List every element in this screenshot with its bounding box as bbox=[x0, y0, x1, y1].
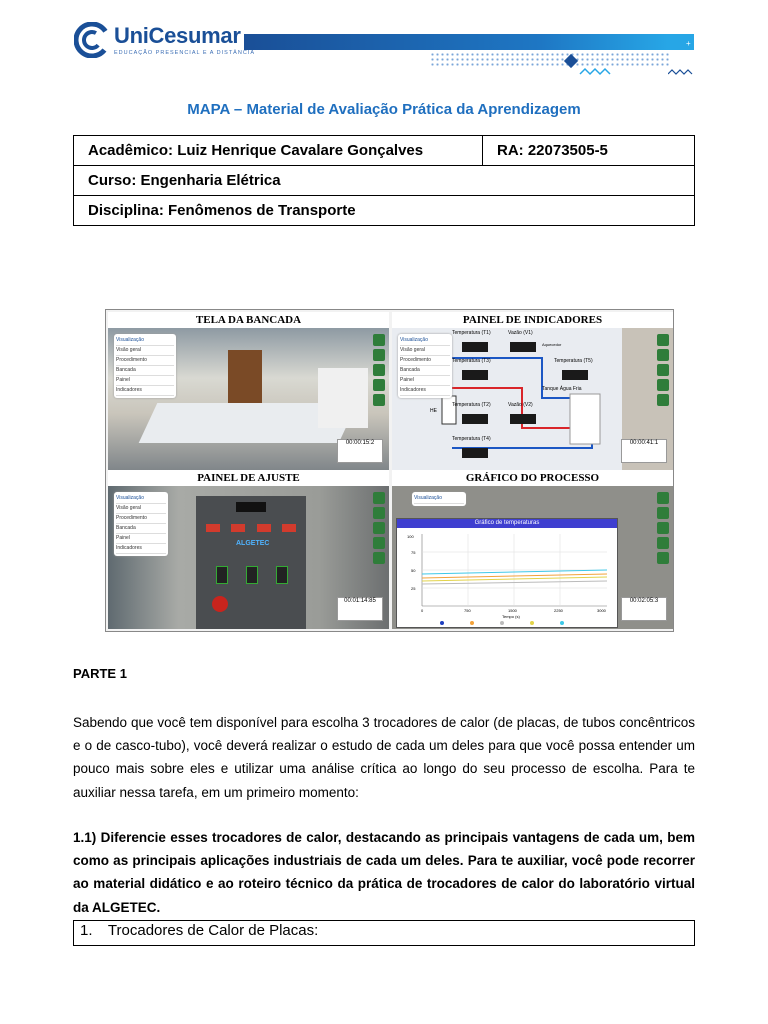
svg-text:0: 0 bbox=[421, 608, 424, 613]
intro-paragraph: Sabendo que você tem disponível para escolha 3 trocadores de calor (de placas, de tubos concêntricos e o de casco-tubo), você deverá realizar o estudo de cada um deles para que você possa entender um pouco mais sobre eles e utilizar uma análise crítica ao longo do seu processo de escolha. Para te auxiliar nessa tarefa, em um primeiro momento: bbox=[73, 715, 695, 800]
panel-grafico bbox=[392, 470, 673, 629]
lab-screenshots-figure bbox=[105, 309, 674, 632]
header-dots bbox=[430, 52, 670, 66]
header-bar bbox=[244, 34, 668, 50]
control-cabinet bbox=[196, 496, 306, 629]
svg-text:3000: 3000 bbox=[597, 608, 606, 613]
panel-bancada bbox=[108, 312, 389, 471]
switch[interactable] bbox=[216, 566, 228, 584]
timer: 00:00:15:2 bbox=[337, 439, 383, 463]
panel-title: PAINEL DE AJUSTE bbox=[108, 470, 389, 486]
side-toolbar[interactable] bbox=[657, 334, 669, 409]
svg-text:100: 100 bbox=[407, 534, 414, 539]
view-menu[interactable]: Visualização bbox=[412, 492, 466, 506]
answer-box bbox=[73, 920, 695, 946]
side-toolbar[interactable] bbox=[373, 492, 385, 567]
academico-cell: Acadêmico: Luiz Henrique Cavalare Gonçalves bbox=[74, 136, 483, 166]
svg-text:25: 25 bbox=[411, 586, 416, 591]
side-toolbar[interactable] bbox=[657, 492, 669, 567]
panel-title: GRÁFICO DO PROCESSO bbox=[392, 470, 673, 486]
algetec-label: ALGETEC bbox=[236, 540, 270, 547]
header-ornament bbox=[668, 34, 694, 80]
panel-title: TELA DA BANCADA bbox=[108, 312, 389, 328]
unicesumar-logo bbox=[74, 22, 255, 58]
header-wave bbox=[560, 52, 620, 80]
svg-text:+: + bbox=[686, 39, 691, 48]
temperature-chart-window bbox=[396, 518, 618, 628]
panel-ajuste bbox=[108, 470, 389, 629]
svg-text:75: 75 bbox=[411, 550, 416, 555]
panel-indicadores: PAINEL DE INDICADORES Temperatura (T1) Vazão (V1) Temperatura (T3) Temperatura (T5) Temperatura (T2) Vazão (V2) Temperatura (T4) Tanque Água Fria Aquecedor HE Visualização Visão geral Procedimento Bancada Painel Indicadores 00:00:41:1 bbox=[392, 312, 673, 471]
svg-text:1500: 1500 bbox=[508, 608, 517, 613]
svg-text:750: 750 bbox=[464, 608, 471, 613]
brand-name: UniCesumar bbox=[114, 22, 241, 48]
question-paragraph: 1.1) Diferencie esses trocadores de calor, destacando as principais vantagens de cada um, bem como as principais aplicações industriais de cada um deles. Para te auxiliar, você pode recorrer ao material didático e ao roteiro técnico da prática de trocadores de calor do laboratório virtual da ALGETEC. bbox=[73, 830, 695, 915]
svg-text:2250: 2250 bbox=[554, 608, 563, 613]
view-menu[interactable]: Visualização Visão geral Procedimento Bancada Painel Indicadores bbox=[398, 334, 452, 398]
switch[interactable] bbox=[246, 566, 258, 584]
student-info-table bbox=[73, 135, 695, 226]
page-title: MAPA – Material de Avaliação Prática da Aprendizagem bbox=[187, 101, 581, 118]
disciplina-cell: Disciplina: Fenômenos de Transporte bbox=[74, 196, 695, 226]
cabinet bbox=[318, 368, 368, 428]
temperature-chart bbox=[397, 528, 617, 627]
timer: 00:02:05:3 bbox=[621, 597, 667, 621]
ra-cell: RA: 22073505-5 bbox=[483, 136, 695, 166]
item-text: Trocadores de Calor de Placas: bbox=[107, 922, 319, 939]
display bbox=[236, 502, 266, 512]
chart-window-title: Gráfico de temperaturas bbox=[397, 519, 617, 528]
timer: 00:00:41:1 bbox=[621, 439, 667, 463]
section-heading: PARTE 1 bbox=[73, 666, 127, 681]
brand-subtitle: EDUCAÇÃO PRESENCIAL E A DISTÂNCIA bbox=[114, 49, 255, 56]
emergency-button[interactable] bbox=[212, 596, 228, 612]
switch[interactable] bbox=[276, 566, 288, 584]
view-menu[interactable]: Visualização Visão geral Procedimento Bancada Painel Indicadores bbox=[114, 334, 176, 398]
logo-mark-icon bbox=[74, 22, 110, 58]
panel-title: PAINEL DE INDICADORES bbox=[392, 312, 673, 328]
timer: 00:01:14:85 bbox=[337, 597, 383, 621]
view-menu[interactable]: Visualização Visão geral Procedimento Bancada Painel Indicadores bbox=[114, 492, 168, 556]
curso-cell: Curso: Engenharia Elétrica bbox=[74, 166, 695, 196]
side-toolbar[interactable] bbox=[373, 334, 385, 409]
svg-text:Tempo (s): Tempo (s) bbox=[502, 614, 520, 619]
item-number: 1. bbox=[80, 922, 93, 939]
svg-text:50: 50 bbox=[411, 568, 416, 573]
